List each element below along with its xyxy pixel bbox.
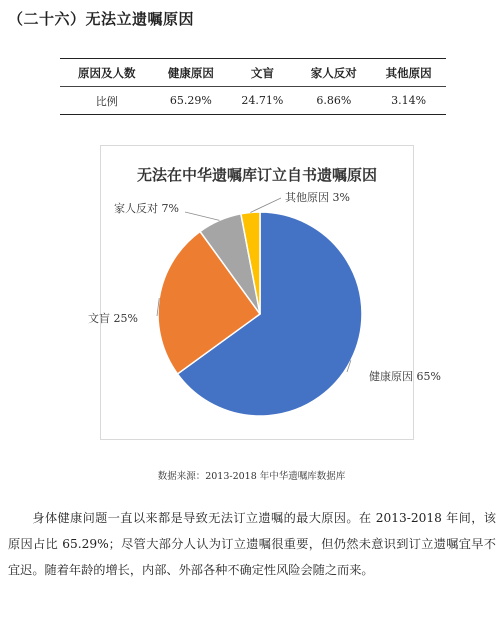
table-cell: 24.71% (228, 87, 296, 115)
table-header-cell: 家人反对 (296, 59, 371, 87)
table-row (60, 87, 446, 115)
data-source-note: 数据来源：2013-2018 年中华遗嘱库数据库 (157, 471, 346, 482)
body-paragraph: 身体健康问题一直以来都是导致无法订立遗嘱的最大原因。在 2013-2018 年间，该原因占比 65.29%；尽管大部分人认为订立遗嘱很重要，但仍然未意识到订立遗嘱宜早不宜迟。随着年龄的增长，内部、外部各种不确定性风险会随之而来。 (8, 511, 496, 577)
table-header-cell: 原因及人数 (60, 59, 153, 87)
slice-label: 文盲 25% (88, 312, 138, 325)
pie-chart (88, 146, 441, 439)
slice-label: 其他原因 3% (285, 191, 350, 204)
reasons-table (60, 58, 446, 115)
pie-chart-panel (88, 145, 441, 440)
table-header-row (60, 59, 446, 87)
slice-label: 健康原因 65% (369, 370, 441, 383)
table-header-cell: 其他原因 (371, 59, 446, 87)
table-header-cell: 文盲 (228, 59, 296, 87)
table-cell: 比例 (60, 87, 153, 115)
table-cell: 6.86% (296, 87, 371, 115)
chart-title: 无法在中华遗嘱库订立自书遗嘱原因 (136, 166, 378, 184)
slice-label: 家人反对 7% (114, 202, 179, 215)
table-header-cell: 健康原因 (153, 59, 228, 87)
table-cell: 65.29% (153, 87, 228, 115)
pie-slices (158, 212, 362, 416)
leader-line (185, 212, 219, 220)
section-heading: （二十六）无法立遗嘱原因 (8, 10, 195, 28)
table-cell: 3.14% (371, 87, 446, 115)
leader-line (250, 198, 281, 212)
